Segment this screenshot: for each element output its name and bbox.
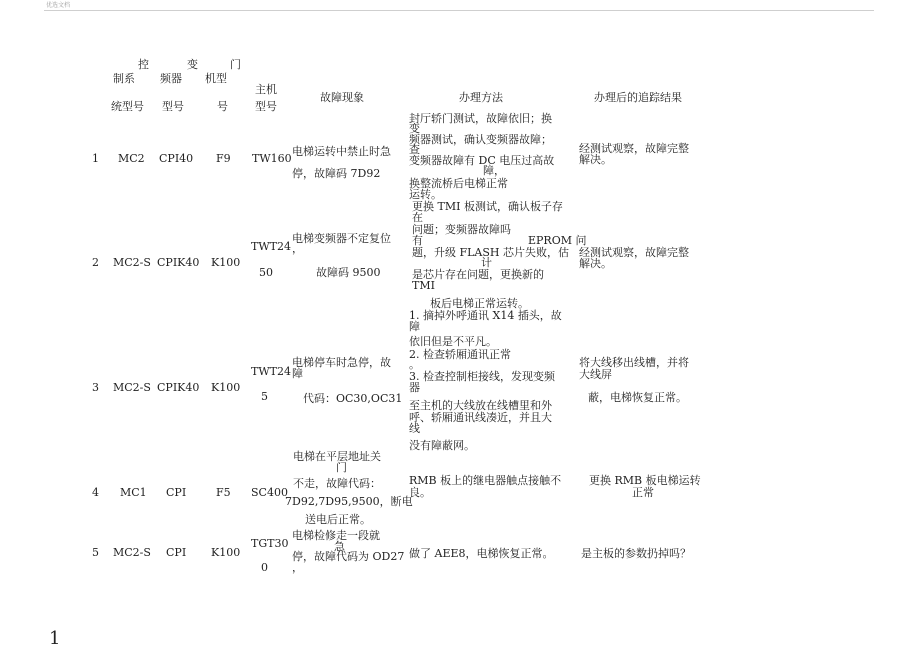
method-line: 问题；变频器故障吗	[412, 223, 511, 236]
header-door-1: 门	[230, 58, 241, 71]
method-line: 封厅轿门测试，故障依旧；换	[409, 112, 552, 125]
method-line: TMI	[412, 279, 435, 292]
fault-line: 7D92,7D95,9500，断电	[285, 495, 413, 508]
row-number: 3	[92, 381, 99, 394]
header-fault: 故障现象	[320, 91, 364, 104]
host-model: SC400	[251, 486, 288, 499]
method-line: 是芯片存在问题，更换新的	[412, 268, 544, 281]
door-model: K100	[211, 546, 241, 559]
result-line: 正常	[632, 486, 654, 499]
fault-line: 不走，故障代码：	[293, 477, 381, 490]
method-line: 。	[409, 358, 420, 371]
fault-line: 电梯运转中禁止时急	[292, 145, 391, 158]
method-line: 良。	[409, 486, 431, 499]
method-line: 有	[412, 234, 423, 247]
door-model: F5	[216, 486, 231, 499]
method-line: 频器测试，确认变频器故障；	[409, 133, 552, 146]
fault-line: 故障码 9500	[316, 266, 381, 279]
result-line: 经测试观察，故障完整	[579, 246, 689, 259]
host-model: TW160	[252, 152, 292, 165]
method-line: 没有障蔽网。	[409, 439, 475, 452]
row-number: 4	[92, 486, 99, 499]
host-model: TWT24	[251, 365, 291, 378]
row-number: 1	[92, 152, 99, 165]
host-model: TGT30	[251, 537, 289, 550]
header-host-1: 主机	[255, 83, 277, 96]
fault-line: 电梯变频器不定复位	[292, 232, 391, 245]
result-line: 大线屏	[579, 368, 612, 381]
method-line: 1. 摘掉外呼通讯 X14 插头，故	[409, 309, 562, 322]
header-label: 优选文档	[46, 2, 71, 9]
door-model: K100	[211, 256, 241, 269]
method-line: 计	[481, 256, 492, 269]
result-line: 经测试观察，故障完整	[579, 142, 689, 155]
method-line: 做了 AEE8，电梯恢复正常。	[409, 547, 554, 560]
method-line: 在	[412, 211, 423, 224]
control-model: MC2-S	[113, 546, 151, 559]
result-line: 解决。	[579, 257, 612, 270]
method-line: 3. 检查控制柜接线，发现变频	[409, 370, 555, 383]
method-line: 板后电梯正常运转。	[430, 297, 529, 310]
header-rule	[44, 10, 874, 11]
method-line: 障	[409, 320, 420, 333]
method-line: 换整流桥后电梯正常	[409, 177, 508, 190]
header-vfd-3: 型号	[162, 100, 184, 113]
method-line: 依旧但是不平凡。	[409, 335, 497, 348]
header-control-2: 制系	[113, 72, 135, 85]
result-line: 将大线移出线槽，并将	[579, 356, 689, 369]
row-number: 5	[92, 546, 99, 559]
fault-line: 停，故障码 7D92	[292, 167, 381, 180]
method-line: 呼、轿厢通讯线凑近，并且大	[409, 411, 552, 424]
method-line: EPROM 问	[528, 234, 587, 247]
header-vfd-2: 频器	[160, 72, 182, 85]
row-number: 2	[92, 256, 99, 269]
fault-line: 急	[334, 540, 345, 553]
result-line: 蔽，电梯恢复正常。	[588, 391, 687, 404]
header-host-2: 型号	[255, 100, 277, 113]
result-line: 是主板的参数扔掉吗？	[581, 547, 691, 560]
fault-line: 障	[292, 367, 303, 380]
method-line: 器	[409, 381, 420, 394]
result-line: 更换 RMB 板电梯运转	[589, 474, 701, 487]
host-model: TWT24	[251, 240, 291, 253]
header-vfd-1: 变	[187, 58, 198, 71]
method-line: 变	[409, 122, 420, 135]
method-line: 变频器故障有 DC 电压过高故	[409, 154, 555, 167]
method-line: RMB 板上的继电器触点接触不	[409, 474, 562, 487]
method-line: 更换 TMI 板测试，确认板子存	[412, 200, 563, 213]
method-line: 2. 检查轿厢通讯正常	[409, 348, 511, 361]
method-line: 查	[409, 143, 420, 156]
result-line: 解决。	[579, 153, 612, 166]
fault-line: 电梯检修走一段就	[292, 529, 380, 542]
control-model: MC2-S	[113, 381, 151, 394]
method-line: 至主机的大线放在线槽里和外	[409, 399, 552, 412]
header-method: 办理方法	[459, 91, 503, 104]
method-line: 题，升级 FLASH 芯片失败，估	[412, 246, 570, 259]
fault-line: 代码：OC30,OC31	[303, 392, 403, 405]
fault-line: 电梯停车时急停，故	[292, 356, 391, 369]
page-number: 1	[49, 628, 61, 649]
fault-line: 门	[336, 461, 347, 474]
method-line: 障，	[483, 164, 505, 177]
control-model: MC2	[118, 152, 145, 165]
fault-line: 停，故障代码为 OD27	[292, 550, 405, 563]
fault-line: ，	[292, 242, 303, 255]
vfd-model: CPIK40	[157, 381, 200, 394]
fault-line: 送电后正常。	[305, 513, 371, 526]
vfd-model: CPI	[166, 486, 187, 499]
fault-line: ，	[292, 561, 303, 574]
host-model: 5	[261, 390, 268, 403]
header-control-3: 统型号	[111, 100, 144, 113]
vfd-model: CPI40	[159, 152, 194, 165]
fault-line: 电梯在平层地址关	[293, 450, 381, 463]
door-model: K100	[211, 381, 241, 394]
host-model: 0	[261, 561, 268, 574]
method-line: 线	[409, 422, 420, 435]
header-control-1: 控	[138, 58, 149, 71]
vfd-model: CPIK40	[157, 256, 200, 269]
header-door-2: 机型	[205, 72, 227, 85]
header-result: 办理后的追踪结果	[594, 91, 682, 104]
control-model: MC2-S	[113, 256, 151, 269]
vfd-model: CPI	[166, 546, 187, 559]
method-line: 运转。	[409, 188, 442, 201]
control-model: MC1	[120, 486, 147, 499]
host-model: 50	[259, 266, 273, 279]
header-door-3: 号	[217, 100, 228, 113]
door-model: F9	[216, 152, 231, 165]
